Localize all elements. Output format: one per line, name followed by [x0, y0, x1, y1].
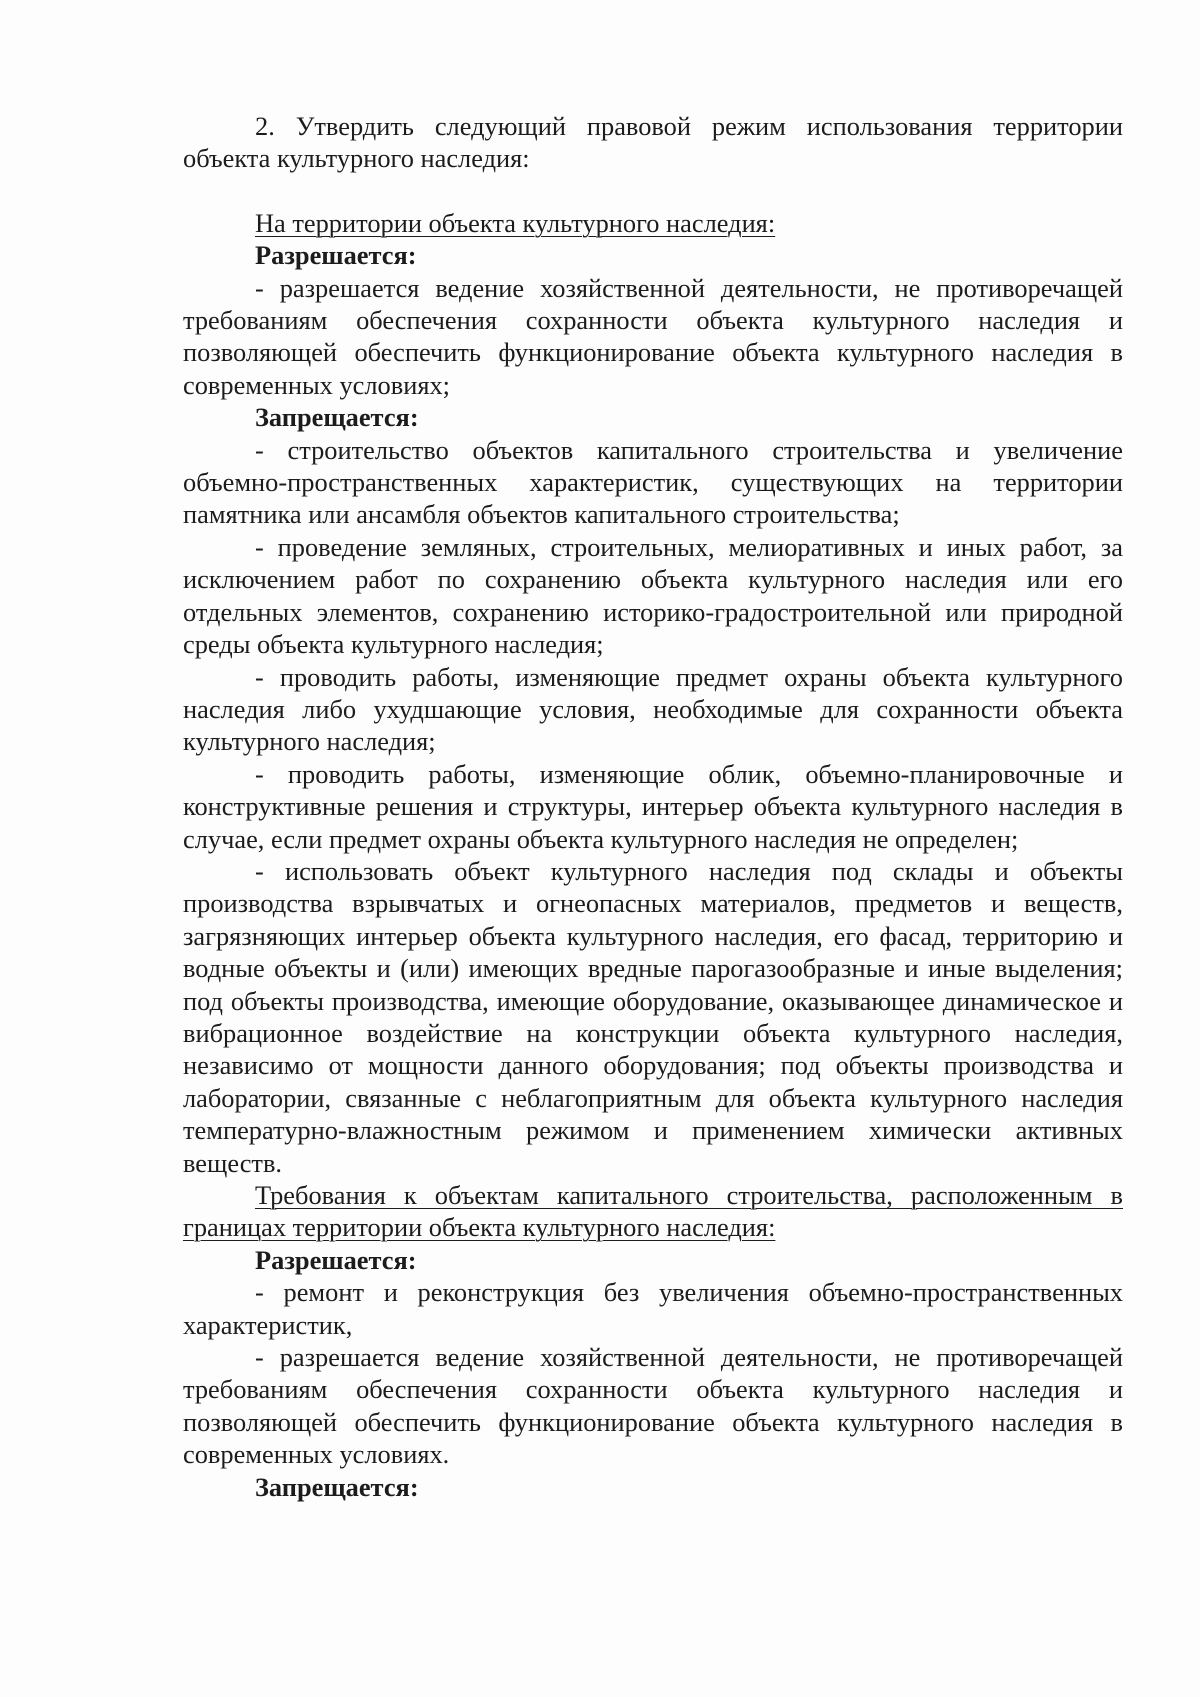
section1-forbidden-item: - строительство объектов капитального строительства и увеличение объемно-пространственных характеристик, существующих на территории памятника или ансамбля объектов капитального строительства;	[183, 434, 1123, 530]
section2-allowed-item: - ремонт и реконструкция без увеличения объемно-пространственных характеристик,	[183, 1277, 1123, 1340]
intro-paragraph: 2. Утвердить следующий правовой режим использования территории объекта культурного наследия:	[183, 111, 1123, 174]
section1-allowed-item: - разрешается ведение хозяйственной деятельности, не противоречащей требованиям обеспечения сохранности объекта культурного наследия и позволяющей обеспечить функционирование объекта культурного наследия в современных условиях;	[183, 272, 1123, 400]
section1-heading: На территории объекта культурного наследия:	[255, 207, 776, 238]
section1-forbidden-item: - использовать объект культурного наследия под склады и объекты производства взрывчатых и огнеопасных материалов, предметов и веществ, загрязняющих интерьер объекта культурного наследия, его фасад, территорию и водные объекты и (или) имеющих вредные парогазообразные и иные выделения; под объекты производства, имеющие оборудование, оказывающее динамическое и вибрационное воздействие на конструкции объекта культурного наследия, независимо от мощности данного оборудования; под объекты производства и лаборатории, связанные с неблагоприятным для объекта культурного наследия температурно-влажностным режимом и применением химически активных веществ.	[183, 855, 1123, 1178]
section1-forbidden-item: - проводить работы, изменяющие предмет охраны объекта культурного наследия либо ухудшающие условия, необходимые для сохранности объекта культурного наследия;	[183, 661, 1123, 757]
section2-allowed-item: - разрешается ведение хозяйственной деятельности, не противоречащей требованиям обеспечения сохранности объекта культурного наследия и позволяющей обеспечить функционирование объекта культурного наследия в современных условиях.	[183, 1342, 1123, 1470]
section1-forbidden-item: - проведение земляных, строительных, мелиоративных и иных работ, за исключением работ по сохранению объекта культурного наследия или его отдельных элементов, сохранению историко-градостроительной или природной среды объекта культурного наследия;	[183, 531, 1123, 660]
section2-allowed-label: Разрешается:	[255, 1244, 417, 1275]
section1-allowed-label: Разрешается:	[255, 240, 417, 271]
document-body	[183, 110, 1123, 1503]
section1-forbidden-item: - проводить работы, изменяющие облик, объемно-планировочные и конструктивные решения и структуры, интерьер объекта культурного наследия в случае, если предмет охраны объекта культурного наследия не определен;	[183, 758, 1123, 854]
section1-forbidden-label: Запрещается:	[255, 402, 419, 433]
section2-heading: Требования к объектам капитального строительства, расположенным в границах территории объекта культурного наследия:	[183, 1180, 1123, 1243]
section2-forbidden-label: Запрещается:	[255, 1471, 419, 1502]
